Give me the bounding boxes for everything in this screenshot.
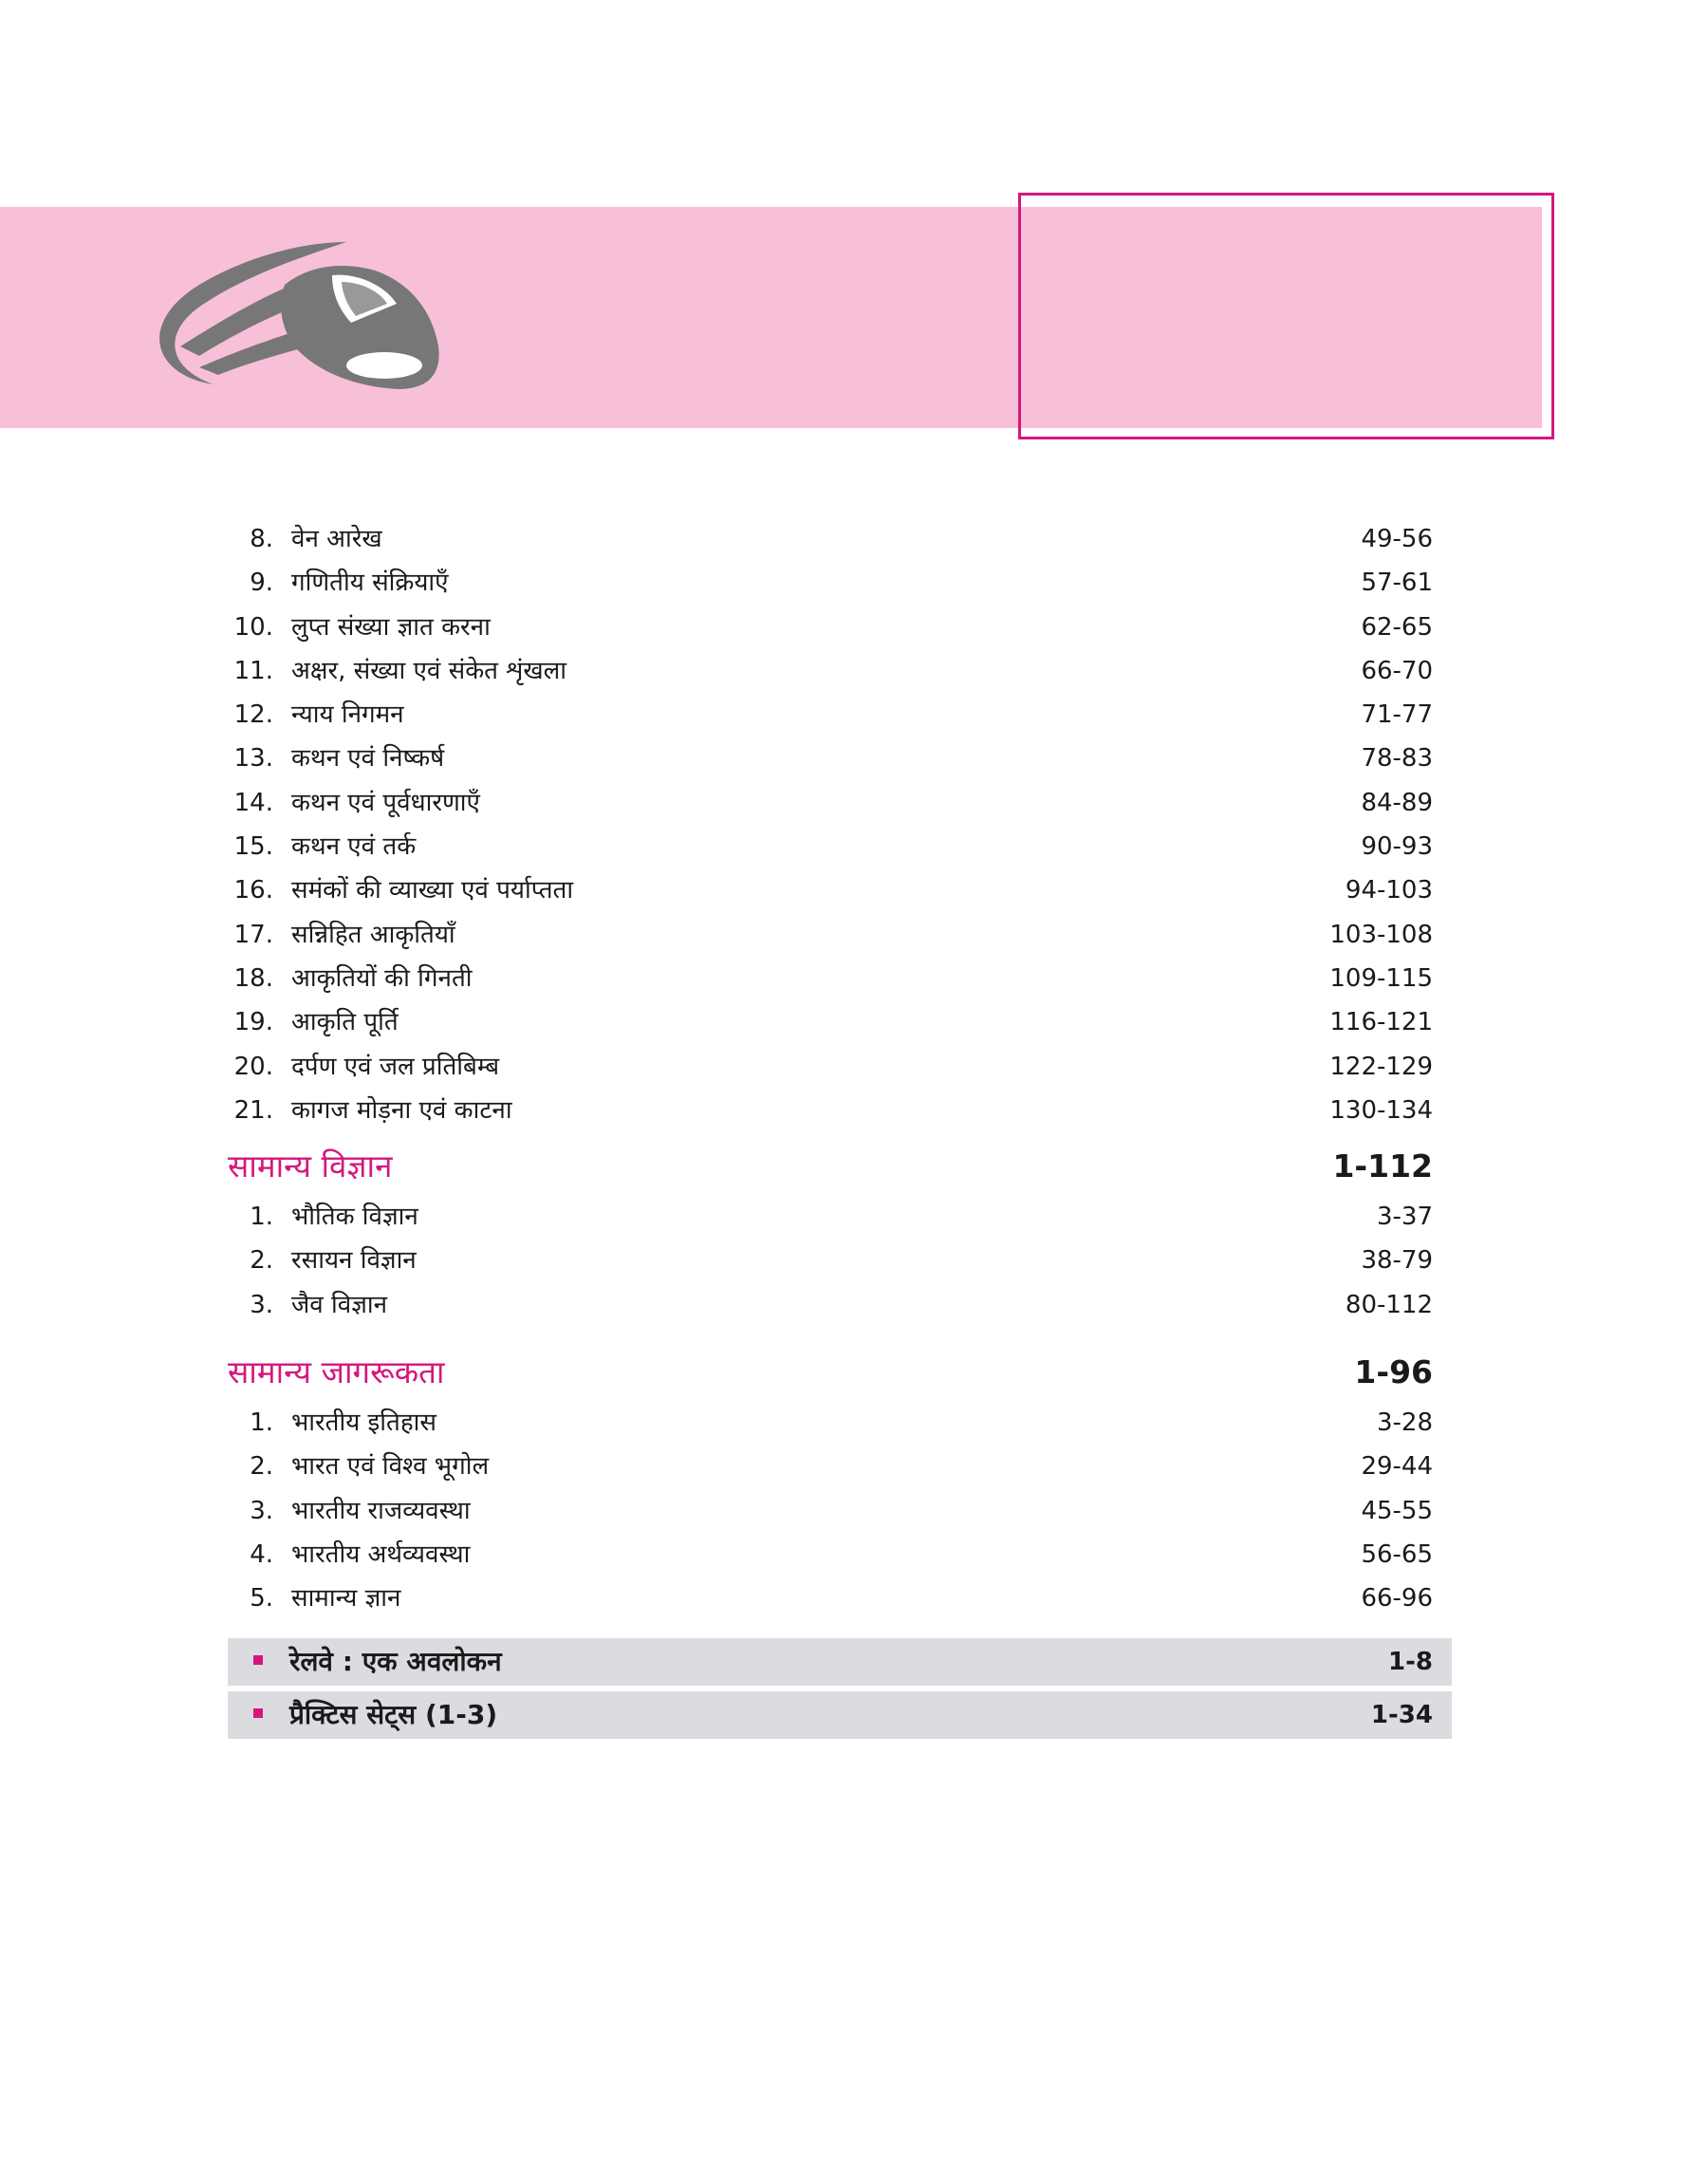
square-bullet-icon [253, 1708, 263, 1718]
entry-pages: 109-115 [1329, 963, 1433, 993]
entry-pages: 38-79 [1361, 1246, 1433, 1276]
toc-entry[interactable] [228, 913, 1452, 957]
entry-number: 10. [233, 612, 273, 642]
square-bullet-icon [253, 1655, 263, 1665]
toc-entry[interactable] [228, 868, 1452, 912]
entry-title: अक्षर, संख्या एवं संकेत शृंखला [291, 656, 566, 685]
toc-entry[interactable] [228, 517, 1452, 561]
section-block [228, 1138, 1452, 1327]
toc-entry[interactable] [228, 606, 1452, 649]
entry-number: 2. [250, 1452, 273, 1482]
entry-title: कथन एवं निष्कर्ष [291, 744, 445, 774]
entry-pages: 71-77 [1361, 700, 1433, 730]
toc-entry[interactable] [228, 1489, 1452, 1533]
entry-pages: 3-28 [1376, 1409, 1433, 1438]
entry-pages: 29-44 [1361, 1452, 1433, 1482]
entry-number: 8. [250, 525, 273, 553]
toc-entry[interactable] [228, 1000, 1452, 1044]
extra-title: प्रैक्टिस सेट्स (1-3) [289, 1698, 498, 1730]
extra-pages: 1-34 [1370, 1700, 1433, 1729]
toc-entry[interactable] [228, 1089, 1452, 1132]
toc-entry[interactable] [228, 1401, 1452, 1445]
entry-number: 20. [233, 1052, 273, 1081]
toc-sections [228, 1138, 1452, 1620]
entry-number: 4. [250, 1539, 273, 1569]
entry-number: 17. [233, 920, 273, 949]
train-logo-icon [142, 233, 446, 399]
entry-number: 1. [250, 1203, 273, 1232]
entry-number: 16. [233, 876, 273, 905]
entry-number: 13. [233, 744, 273, 774]
toc-main-list [228, 517, 1452, 1132]
entry-number: 12. [233, 700, 273, 730]
entry-title: वेन आरेख [291, 525, 382, 553]
entry-title: आकृति पूर्ति [291, 1008, 399, 1037]
entry-title: कथन एवं तर्क [291, 832, 417, 862]
entry-number: 18. [233, 963, 273, 993]
entry-pages: 66-70 [1361, 656, 1433, 685]
entry-number: 1. [250, 1409, 273, 1438]
entry-number: 14. [233, 788, 273, 817]
entry-pages: 84-89 [1361, 788, 1433, 817]
extra-entry[interactable] [228, 1638, 1452, 1686]
entry-title: जैव विज्ञान [291, 1290, 388, 1319]
header-banner-frame [1018, 193, 1554, 439]
toc-entry[interactable] [228, 693, 1452, 737]
entry-title: दर्पण एवं जल प्रतिबिम्ब [291, 1052, 500, 1081]
entry-number: 2. [250, 1246, 273, 1276]
entry-title: भारतीय इतिहास [291, 1409, 436, 1438]
entry-title: आकृतियों की गिनती [291, 963, 473, 993]
table-of-contents [228, 517, 1452, 1745]
entry-number: 21. [233, 1095, 273, 1125]
toc-entry[interactable] [228, 1283, 1452, 1327]
toc-entry[interactable] [228, 825, 1452, 868]
entry-title: लुप्त संख्या ज्ञात करना [291, 612, 491, 642]
entry-number: 19. [233, 1008, 273, 1037]
entry-pages: 56-65 [1361, 1539, 1433, 1569]
entry-pages: 66-96 [1361, 1584, 1433, 1614]
section-block [228, 1344, 1452, 1620]
toc-entry[interactable] [228, 1045, 1452, 1089]
entry-number: 5. [250, 1584, 273, 1614]
entry-pages: 130-134 [1329, 1095, 1433, 1125]
entry-title: भौतिक विज्ञान [291, 1203, 418, 1232]
entry-pages: 49-56 [1361, 525, 1433, 553]
entry-pages: 3-37 [1376, 1203, 1433, 1232]
toc-entry[interactable] [228, 1445, 1452, 1488]
entry-title: भारत एवं विश्व भूगोल [291, 1452, 490, 1482]
entry-title: रसायन विज्ञान [291, 1246, 417, 1276]
extra-pages: 1-8 [1388, 1647, 1433, 1676]
entry-pages: 57-61 [1361, 569, 1433, 598]
entry-pages: 94-103 [1345, 876, 1433, 905]
entry-number: 3. [250, 1496, 273, 1525]
toc-entry[interactable] [228, 1533, 1452, 1577]
section-heading[interactable] [228, 1138, 1452, 1195]
entry-pages: 90-93 [1361, 832, 1433, 862]
entry-title: कथन एवं पूर्वधारणाएँ [291, 788, 480, 817]
toc-entry[interactable] [228, 737, 1452, 780]
entry-number: 9. [250, 569, 273, 598]
section-pages: 1-96 [1354, 1353, 1433, 1391]
entry-pages: 116-121 [1329, 1008, 1433, 1037]
entry-title: भारतीय राजव्यवस्था [291, 1496, 471, 1525]
entry-pages: 45-55 [1361, 1496, 1433, 1525]
section-heading[interactable] [228, 1344, 1452, 1401]
toc-extras [228, 1638, 1452, 1739]
toc-entry[interactable] [228, 957, 1452, 1000]
extra-entry[interactable] [228, 1691, 1452, 1739]
entry-pages: 122-129 [1329, 1052, 1433, 1081]
entry-title: समंकों की व्याख्या एवं पर्याप्तता [291, 876, 574, 905]
entry-pages: 80-112 [1345, 1290, 1433, 1319]
entry-pages: 62-65 [1361, 612, 1433, 642]
toc-entry[interactable] [228, 1577, 1452, 1620]
entry-title: न्याय निगमन [291, 700, 404, 730]
section-pages: 1-112 [1332, 1147, 1433, 1185]
entry-title: सन्निहित आकृतियाँ [291, 920, 455, 949]
toc-entry[interactable] [228, 781, 1452, 825]
section-title: सामान्य विज्ञान [228, 1147, 393, 1185]
toc-entry[interactable] [228, 1195, 1452, 1239]
entry-pages: 103-108 [1329, 920, 1433, 949]
entry-title: गणितीय संक्रियाएँ [291, 569, 449, 598]
extra-title: रेलवे : एक अवलोकन [289, 1645, 502, 1677]
entry-pages: 78-83 [1361, 744, 1433, 774]
entry-title: कागज मोड़ना एवं काटना [291, 1095, 512, 1125]
toc-entry[interactable] [228, 1239, 1452, 1282]
section-title: सामान्य जागरूकता [228, 1353, 445, 1391]
entry-number: 3. [250, 1290, 273, 1319]
entry-number: 15. [233, 832, 273, 862]
toc-entry[interactable] [228, 649, 1452, 693]
toc-entry[interactable] [228, 561, 1452, 605]
entry-number: 11. [233, 656, 273, 685]
entry-title: सामान्य ज्ञान [291, 1584, 401, 1614]
entry-title: भारतीय अर्थव्यवस्था [291, 1539, 471, 1569]
